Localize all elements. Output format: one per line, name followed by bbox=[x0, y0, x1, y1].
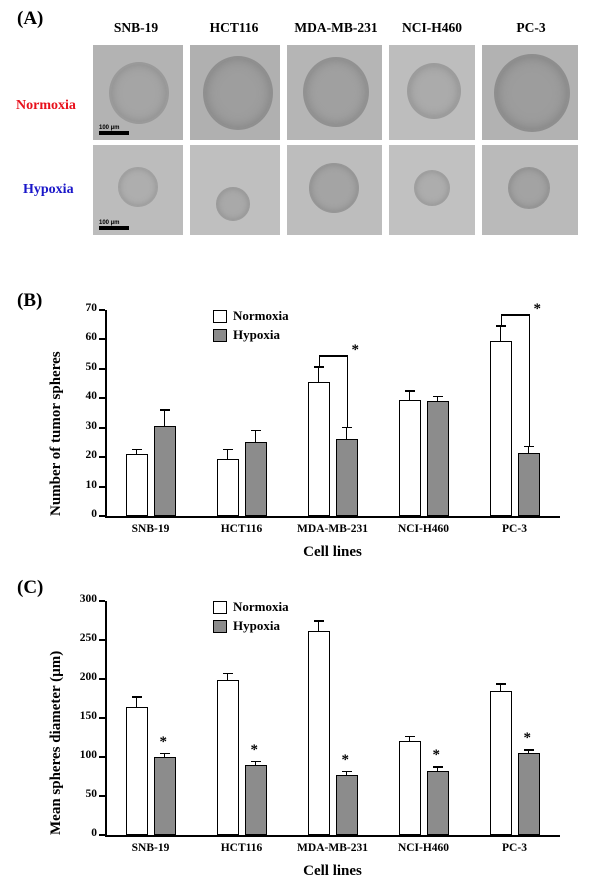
y-axis-tick-label: 200 bbox=[79, 671, 97, 683]
legend-swatch-hypoxia bbox=[213, 329, 227, 342]
significance-bracket-arm bbox=[347, 355, 349, 427]
y-axis-tick-label: 60 bbox=[85, 331, 97, 344]
micrograph-normoxia-ncih460 bbox=[389, 45, 475, 140]
bar-normoxia-snb19 bbox=[126, 707, 148, 835]
micrograph-hypoxia-hct116 bbox=[190, 145, 280, 235]
y-axis-tick bbox=[99, 717, 105, 719]
x-axis-tick-label: HCT116 bbox=[220, 523, 263, 535]
y-axis-tick bbox=[99, 338, 105, 340]
y-axis-tick bbox=[99, 309, 105, 311]
bar-hypoxia-pc3 bbox=[518, 453, 540, 516]
error-bar-cap bbox=[160, 753, 170, 755]
micrograph-normoxia-pc3 bbox=[482, 45, 578, 140]
error-bar bbox=[164, 410, 166, 426]
panel-a-label: (A) bbox=[17, 8, 44, 29]
x-axis-tick-label: MDA-MB-231 bbox=[297, 842, 368, 854]
error-bar bbox=[500, 684, 502, 691]
legend-label-hypoxia: Hypoxia bbox=[233, 327, 280, 342]
y-axis-tick-label: 30 bbox=[85, 419, 97, 432]
panel-a-row-label-normoxia: Normoxia bbox=[16, 98, 76, 113]
y-axis-tick bbox=[99, 515, 105, 517]
error-bar bbox=[318, 621, 320, 631]
error-bar-cap bbox=[405, 736, 415, 738]
bar-normoxia-mdamb231 bbox=[308, 382, 330, 516]
scale-bar-label: 100 µm bbox=[99, 125, 120, 131]
error-bar-cap bbox=[223, 449, 233, 451]
bar-normoxia-ncih460 bbox=[399, 400, 421, 516]
error-bar-cap bbox=[524, 749, 534, 751]
error-bar bbox=[227, 450, 229, 459]
y-axis-tick-label: 100 bbox=[79, 749, 97, 761]
error-bar bbox=[136, 450, 138, 454]
significance-asterisk: * bbox=[250, 741, 258, 758]
y-axis-tick-label: 40 bbox=[85, 390, 97, 403]
bar-hypoxia-snb19 bbox=[154, 757, 176, 835]
x-axis-tick-label: MDA-MB-231 bbox=[297, 523, 368, 535]
bar-hypoxia-hct116 bbox=[245, 765, 267, 835]
significance-bracket-arm bbox=[529, 314, 531, 447]
error-bar-cap bbox=[433, 396, 443, 398]
y-axis-tick bbox=[99, 368, 105, 370]
x-axis-tick-label: NCI-H460 bbox=[397, 842, 450, 854]
significance-bracket bbox=[501, 314, 529, 316]
panel-a-column-header-hct116: HCT116 bbox=[209, 20, 259, 35]
scale-bar bbox=[99, 226, 129, 230]
bar-hypoxia-mdamb231 bbox=[336, 439, 358, 516]
y-axis-tick bbox=[99, 486, 105, 488]
bar-normoxia-ncih460 bbox=[399, 741, 421, 835]
y-axis-tick-label: 10 bbox=[85, 478, 97, 491]
error-bar-cap bbox=[132, 696, 142, 698]
micrograph-hypoxia-snb19 bbox=[93, 145, 183, 235]
error-bar bbox=[500, 326, 502, 341]
error-bar-cap bbox=[405, 390, 415, 392]
bar-normoxia-pc3 bbox=[490, 341, 512, 516]
y-axis-tick bbox=[99, 795, 105, 797]
x-axis-tick-label: SNB-19 bbox=[131, 523, 170, 535]
panel-c bbox=[0, 575, 600, 895]
y-axis-tick-label: 20 bbox=[85, 449, 97, 462]
panel-a-column-header-snb19: SNB-19 bbox=[113, 20, 159, 35]
significance-bracket bbox=[319, 355, 347, 357]
bar-normoxia-mdamb231 bbox=[308, 631, 330, 835]
legend-label-hypoxia: Hypoxia bbox=[233, 618, 280, 633]
micrograph-normoxia-mdamb231 bbox=[287, 45, 382, 140]
scale-bar bbox=[99, 131, 129, 135]
significance-asterisk: * bbox=[533, 301, 541, 318]
micrograph-normoxia-hct116 bbox=[190, 45, 280, 140]
error-bar bbox=[318, 367, 320, 382]
x-axis-tick-label: NCI-H460 bbox=[397, 523, 450, 535]
error-bar bbox=[136, 697, 138, 707]
y-axis-tick-label: 0 bbox=[91, 508, 97, 520]
bar-hypoxia-ncih460 bbox=[427, 401, 449, 516]
panel-a-column-header-ncih460: NCI-H460 bbox=[402, 20, 462, 35]
error-bar-cap bbox=[251, 761, 261, 763]
bar-normoxia-snb19 bbox=[126, 454, 148, 516]
y-axis-tick bbox=[99, 427, 105, 429]
error-bar bbox=[528, 447, 530, 453]
panel-a-row-label-hypoxia: Hypoxia bbox=[23, 182, 74, 197]
y-axis-tick bbox=[99, 397, 105, 399]
x-axis-title: Cell lines bbox=[303, 863, 362, 879]
bar-hypoxia-snb19 bbox=[154, 426, 176, 516]
y-axis-title: Mean spheres diameter (µm) bbox=[48, 650, 64, 835]
significance-bracket-arm bbox=[319, 355, 321, 367]
significance-asterisk: * bbox=[341, 751, 349, 768]
significance-asterisk: * bbox=[351, 342, 359, 359]
x-axis-tick-label: SNB-19 bbox=[131, 842, 170, 854]
y-axis-tick bbox=[99, 600, 105, 602]
significance-asterisk: * bbox=[523, 729, 531, 746]
bar-hypoxia-hct116 bbox=[245, 442, 267, 516]
significance-asterisk: * bbox=[432, 747, 440, 764]
panel-c-label: (C) bbox=[17, 577, 44, 598]
y-axis-tick bbox=[99, 678, 105, 680]
error-bar-cap bbox=[314, 620, 324, 622]
bar-normoxia-hct116 bbox=[217, 459, 239, 516]
y-axis-tick-label: 50 bbox=[85, 360, 97, 373]
x-axis-line bbox=[105, 516, 560, 518]
legend-swatch-normoxia bbox=[213, 310, 227, 323]
y-axis-tick bbox=[99, 456, 105, 458]
significance-asterisk: * bbox=[159, 733, 167, 750]
error-bar bbox=[409, 391, 411, 400]
y-axis-line bbox=[105, 601, 107, 836]
x-axis-title: Cell lines bbox=[303, 544, 362, 560]
legend-label-normoxia: Normoxia bbox=[233, 599, 289, 614]
legend-swatch-normoxia bbox=[213, 601, 227, 614]
error-bar-cap bbox=[342, 771, 352, 773]
micrograph-hypoxia-pc3 bbox=[482, 145, 578, 235]
y-axis-line bbox=[105, 310, 107, 517]
y-axis-title: Number of tumor spheres bbox=[48, 351, 64, 516]
error-bar-cap bbox=[433, 766, 443, 768]
bar-hypoxia-mdamb231 bbox=[336, 775, 358, 835]
error-bar bbox=[437, 397, 439, 401]
x-axis-tick-label: PC-3 bbox=[502, 842, 527, 854]
bar-normoxia-pc3 bbox=[490, 691, 512, 835]
y-axis-tick bbox=[99, 834, 105, 836]
y-axis-tick-label: 250 bbox=[79, 632, 97, 644]
scale-bar-label: 100 µm bbox=[99, 220, 120, 226]
bar-hypoxia-pc3 bbox=[518, 753, 540, 835]
error-bar-cap bbox=[160, 409, 170, 411]
error-bar bbox=[255, 431, 257, 443]
bar-normoxia-hct116 bbox=[217, 680, 239, 835]
y-axis-tick bbox=[99, 639, 105, 641]
error-bar-cap bbox=[223, 673, 233, 675]
x-axis-tick-label: PC-3 bbox=[502, 523, 527, 535]
legend-swatch-hypoxia bbox=[213, 620, 227, 633]
panel-a-column-header-pc3: PC-3 bbox=[516, 20, 546, 35]
bar-hypoxia-ncih460 bbox=[427, 771, 449, 835]
significance-bracket-arm bbox=[501, 314, 503, 326]
panel-a bbox=[0, 0, 600, 255]
error-bar-cap bbox=[251, 430, 261, 432]
y-axis-tick-label: 0 bbox=[91, 827, 97, 839]
error-bar-cap bbox=[132, 449, 142, 451]
legend-label-normoxia: Normoxia bbox=[233, 308, 289, 323]
panel-b-label: (B) bbox=[17, 290, 43, 311]
micrograph-hypoxia-mdamb231 bbox=[287, 145, 382, 235]
y-axis-tick bbox=[99, 756, 105, 758]
y-axis-tick-label: 50 bbox=[85, 788, 97, 800]
x-axis-tick-label: HCT116 bbox=[220, 842, 263, 854]
error-bar bbox=[227, 674, 229, 680]
panel-a-column-header-mdamb231: MDA-MB-231 bbox=[294, 20, 378, 35]
micrograph-normoxia-snb19 bbox=[93, 45, 183, 140]
error-bar-cap bbox=[496, 683, 506, 685]
y-axis-tick-label: 70 bbox=[85, 302, 97, 314]
y-axis-tick-label: 300 bbox=[79, 593, 97, 605]
x-axis-line bbox=[105, 835, 560, 837]
micrograph-hypoxia-ncih460 bbox=[389, 145, 475, 235]
panel-b bbox=[0, 288, 600, 570]
error-bar bbox=[346, 428, 348, 440]
y-axis-tick-label: 150 bbox=[79, 710, 97, 722]
